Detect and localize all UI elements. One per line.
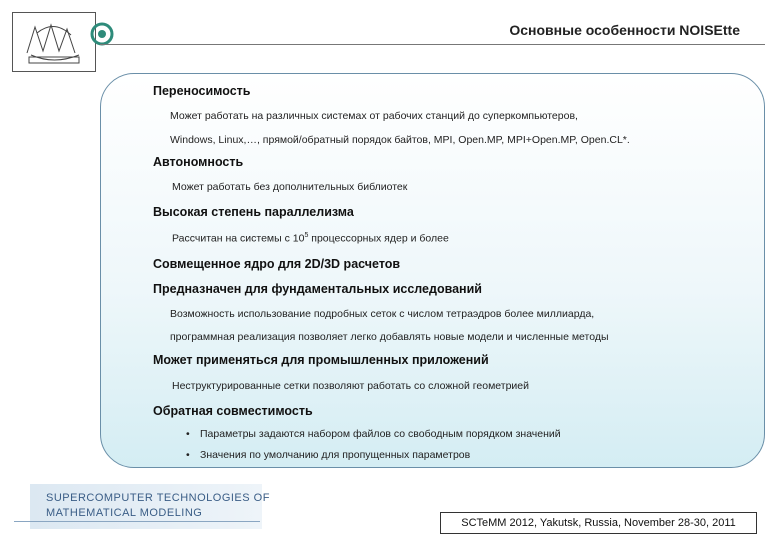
parallelism-text-prefix: Рассчитан на системы с 10 — [172, 232, 305, 245]
research-line-1: Возможность использование подробных сеток с числом тетраэдров более миллиарда, — [170, 308, 595, 320]
section-heading-fundamental-research: Предназначен для фундаментальных исследований — [153, 282, 482, 296]
logo-line-1: SUPERCOMPUTER TECHNOLOGIES OF — [46, 492, 270, 504]
institute-logo — [12, 12, 96, 72]
list-item — [186, 449, 470, 461]
institute-emblem-icon — [13, 13, 95, 71]
section-heading-industrial-use: Может применяться для промышленных приложений — [153, 353, 489, 367]
compat-bullet-2: Значения по умолчанию для пропущенных параметров — [200, 449, 471, 461]
title-divider — [100, 44, 765, 45]
slide-title: Основные особенности NOISEtte — [509, 22, 740, 38]
logo-line-2: MATHEMATICAL MODELING — [46, 507, 203, 519]
footer-divider — [14, 521, 260, 522]
research-line-2: программная реализация позволяет легко добавлять новые модели и численные методы — [170, 331, 609, 343]
bullet-dot: • — [186, 449, 190, 461]
aa-logo-icon — [90, 14, 142, 52]
bullet-dot: • — [186, 428, 190, 440]
parallelism-line-1 — [172, 232, 449, 245]
list-item — [186, 428, 561, 440]
sctmm-logo — [30, 484, 270, 529]
portability-line-2: Windows, Linux,…, прямой/обратный порядок байтов, MPI, Open.MP, MPI+Open.MP, Open.CL*. — [170, 134, 630, 146]
parallelism-exponent: 5 — [304, 232, 309, 239]
section-heading-backward-compat: Обратная совместимость — [153, 404, 313, 418]
portability-line-1: Может работать на различных системах от рабочих станций до суперкомпьютеров, — [170, 110, 578, 122]
section-heading-parallelism: Высокая степень параллелизма — [153, 205, 354, 219]
section-heading-portability: Переносимость — [153, 84, 251, 98]
autonomy-line-1: Может работать без дополнительных библиотек — [172, 181, 408, 193]
parallelism-text-suffix: процессорных ядер и более — [308, 232, 449, 245]
compat-bullet-1: Параметры задаются набором файлов со свободным порядком значений — [200, 428, 561, 440]
industrial-line-1: Неструктурированные сетки позволяют работать со сложной геометрией — [172, 380, 529, 392]
section-heading-autonomy: Автономность — [153, 155, 244, 169]
conference-caption: SCTeMM 2012, Yakutsk, Russia, November 28-30, 2011 — [440, 512, 757, 534]
aa-logo — [90, 14, 142, 52]
section-heading-unified-core: Совмещенное ядро для 2D/3D расчетов — [153, 257, 401, 271]
